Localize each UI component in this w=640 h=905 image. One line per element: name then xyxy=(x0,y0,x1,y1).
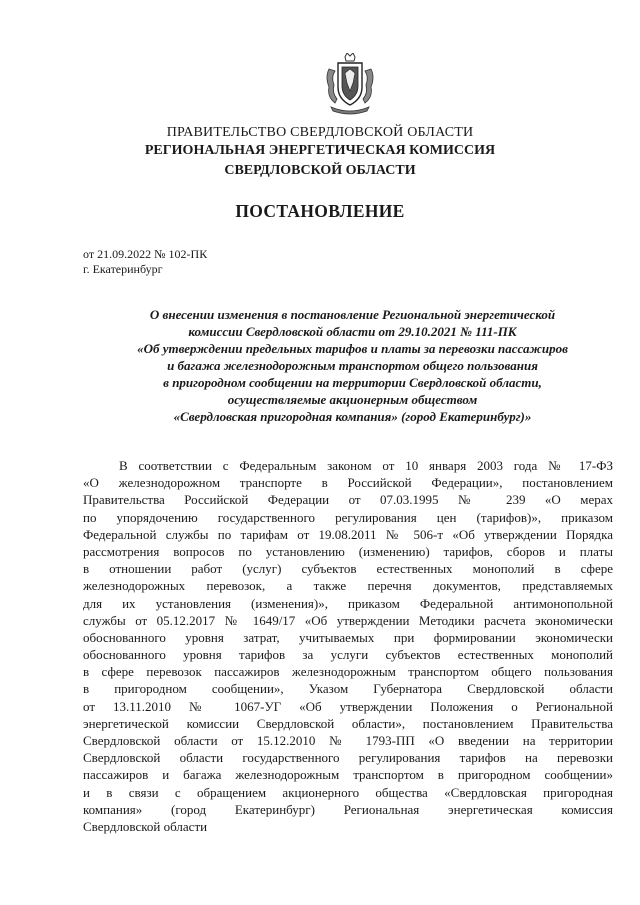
coat-of-arms-icon xyxy=(323,53,377,115)
subject-line: осуществляемые акционерным обществом xyxy=(227,392,478,407)
body-paragraph xyxy=(83,457,613,835)
org-line-3: СВЕРДЛОВСКОЙ ОБЛАСТИ xyxy=(224,163,416,178)
body-line: обоснованного уровня затрат, учитываемых при формировании экономически xyxy=(83,629,613,645)
body-line: рассмотрения вопросов по установлению (изменению) тарифов, сборов и платы xyxy=(83,543,613,559)
body-line: Правительства Российской Федерации от 07.03.1995 № 239 «О мерах xyxy=(83,492,613,508)
body-line: В соответствии с Федеральным законом от 10 января 2003 года № 17-ФЗ xyxy=(119,458,613,473)
body-line: железнодорожных перевозок, а также перечня документов, представляемых xyxy=(83,578,613,594)
org-line-1: ПРАВИТЕЛЬСТВО СВЕРДЛОВСКОЙ ОБЛАСТИ xyxy=(166,125,474,140)
subject-line: в пригородном сообщении на территории Свердловской области, xyxy=(163,375,542,390)
subject-line: комиссии Свердловской области от 29.10.2021 № 111-ПК xyxy=(188,324,517,339)
body-line: пассажиров и багажа железнодорожным транспортом в пригородном сообщении» xyxy=(83,767,613,783)
city: г. Екатеринбург xyxy=(83,262,163,276)
subject-line: и багажа железнодорожным транспортом общего пользования xyxy=(167,358,538,373)
body-line: Федеральной службы по тарифам от 19.08.2011 № 506-т «Об утверждении Порядка xyxy=(83,526,613,542)
body-line: обоснованного уровня тарифов за услуги субъектов естественных монополий xyxy=(83,647,613,663)
body-line: от 13.11.2010 № 1067-УГ «Об утверждении Положения о Региональной xyxy=(83,698,613,714)
body-line: для их установления (изменения)», приказом Федеральной антимонопольной xyxy=(83,595,613,611)
document-subject xyxy=(80,306,625,425)
body-line: Свердловской области государственного регулирования тарифов на перевозки xyxy=(83,750,613,766)
body-line: энергетической комиссии Свердловской области», постановлением Правительства xyxy=(83,715,613,731)
subject-line: «Свердловская пригородная компания» (город Екатеринбург)» xyxy=(173,409,532,424)
body-line: компания» (город Екатеринбург) Региональная энергетическая комиссия xyxy=(83,801,613,817)
body-line: Свердловской области xyxy=(83,818,208,834)
body-line: «О железнодорожном транспорте в Российской Федерации», постановлением xyxy=(83,475,613,491)
subject-line: О внесении изменения в постановление Региональной энергетической xyxy=(149,307,556,322)
date-number: от 21.09.2022 № 102-ПК xyxy=(83,247,208,261)
org-line-2: РЕГИОНАЛЬНАЯ ЭНЕРГЕТИЧЕСКАЯ КОМИССИЯ xyxy=(144,143,496,158)
body-line: и в связи с обращением акционерного общества «Свердловская пригородная xyxy=(83,784,613,800)
document-type-title: ПОСТАНОВЛЕНИЕ xyxy=(235,201,405,221)
body-line: по упорядочению государственного регулирования цен (тарифов)», приказом xyxy=(83,509,613,525)
body-line: в отношении работ (услуг) субъектов естественных монополий в сфере xyxy=(83,561,613,577)
subject-line: «Об утверждении предельных тарифов и платы за перевозки пассажиров xyxy=(137,341,568,356)
body-line: службы от 05.12.2017 № 1649/17 «Об утверждении Методики расчета экономически xyxy=(83,612,613,628)
body-line: в пригородном сообщении», Указом Губернатора Свердловской области xyxy=(83,681,613,697)
body-line: в сфере перевозок пассажиров железнодорожным транспортом общего пользования xyxy=(83,664,613,680)
body-line: Свердловской области от 15.12.2010 № 1793-ПП «О введении на территории xyxy=(83,733,613,748)
